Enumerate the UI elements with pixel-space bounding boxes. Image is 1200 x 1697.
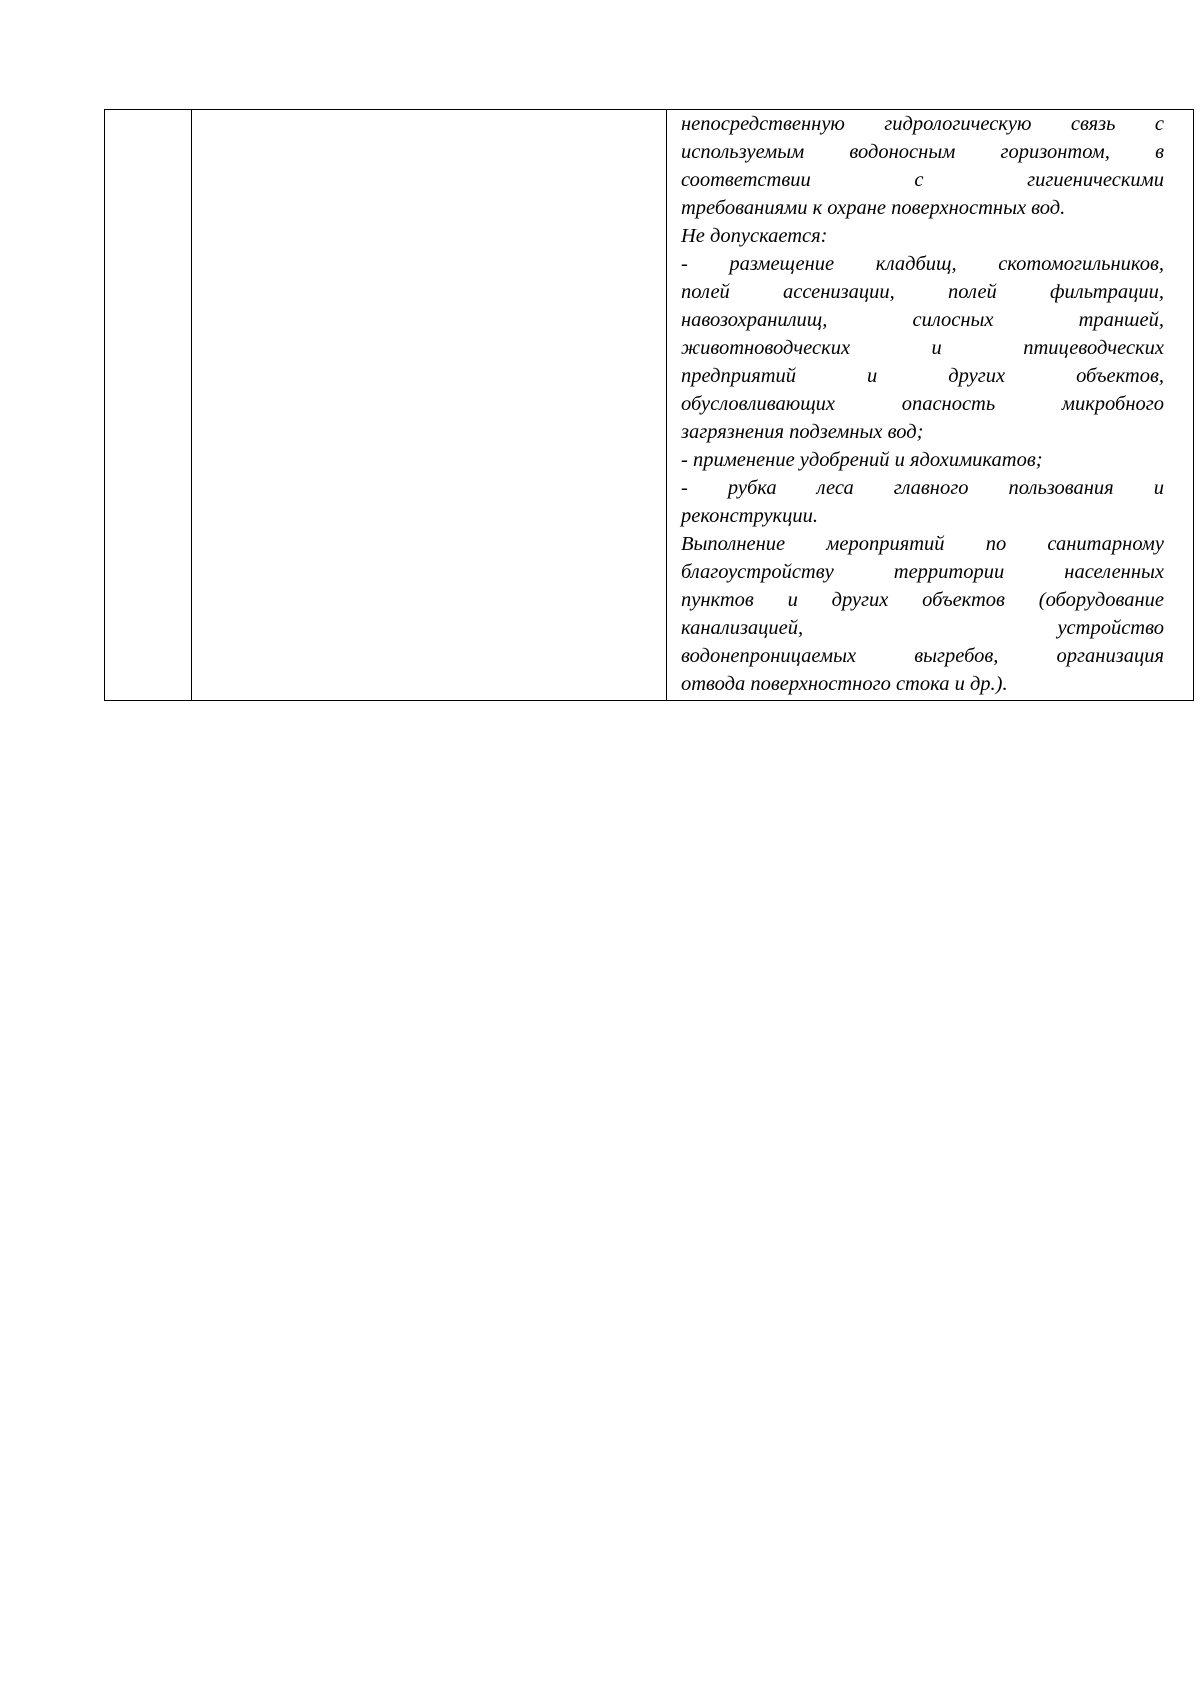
requirement-text-line: животноводческих и птицеводческих <box>681 337 1164 359</box>
row-name-cell <box>192 110 667 701</box>
requirement-text-line: - применение удобрений и ядохимикатов; <box>681 449 1043 471</box>
requirement-text-line: канализацией, устройство <box>681 617 1164 639</box>
requirement-text-line: предприятий и других объектов, <box>681 365 1164 387</box>
requirement-text-line: пунктов и других объектов (оборудование <box>681 589 1164 611</box>
table-row <box>105 110 1194 701</box>
requirement-text-line: - размещение кладбищ, скотомогильников, <box>681 253 1164 275</box>
requirement-text-line: водонепроницаемых выгребов, организация <box>681 645 1164 667</box>
requirement-text-line: - рубка леса главного пользования и <box>681 477 1164 499</box>
requirement-text-line: требованиями к охране поверхностных вод. <box>681 197 1066 219</box>
requirement-text-line: загрязнения подземных вод; <box>681 421 924 443</box>
requirement-text-line: навозохранилищ, силосных траншей, <box>681 309 1164 331</box>
requirement-text-line: реконструкции. <box>681 505 819 527</box>
requirement-text-line: соответствии с гигиеническими <box>681 169 1164 191</box>
requirement-text-line: Выполнение мероприятий по санитарному <box>681 533 1164 555</box>
row-number-cell <box>105 110 192 701</box>
requirement-text-line: полей ассенизации, полей фильтрации, <box>681 281 1164 303</box>
row-requirements-cell <box>667 110 1194 701</box>
requirement-text-line: отвода поверхностного стока и др.). <box>681 673 1008 695</box>
requirements-table <box>104 109 1194 701</box>
requirement-text-line: используемым водоносным горизонтом, в <box>681 141 1164 163</box>
requirement-text-line: обусловливающих опасность микробного <box>681 393 1164 415</box>
requirement-text-line: непосредственную гидрологическую связь с <box>681 113 1164 135</box>
requirement-text-line: Не допускается: <box>681 225 828 247</box>
requirement-text-line: благоустройству территории населенных <box>681 561 1164 583</box>
